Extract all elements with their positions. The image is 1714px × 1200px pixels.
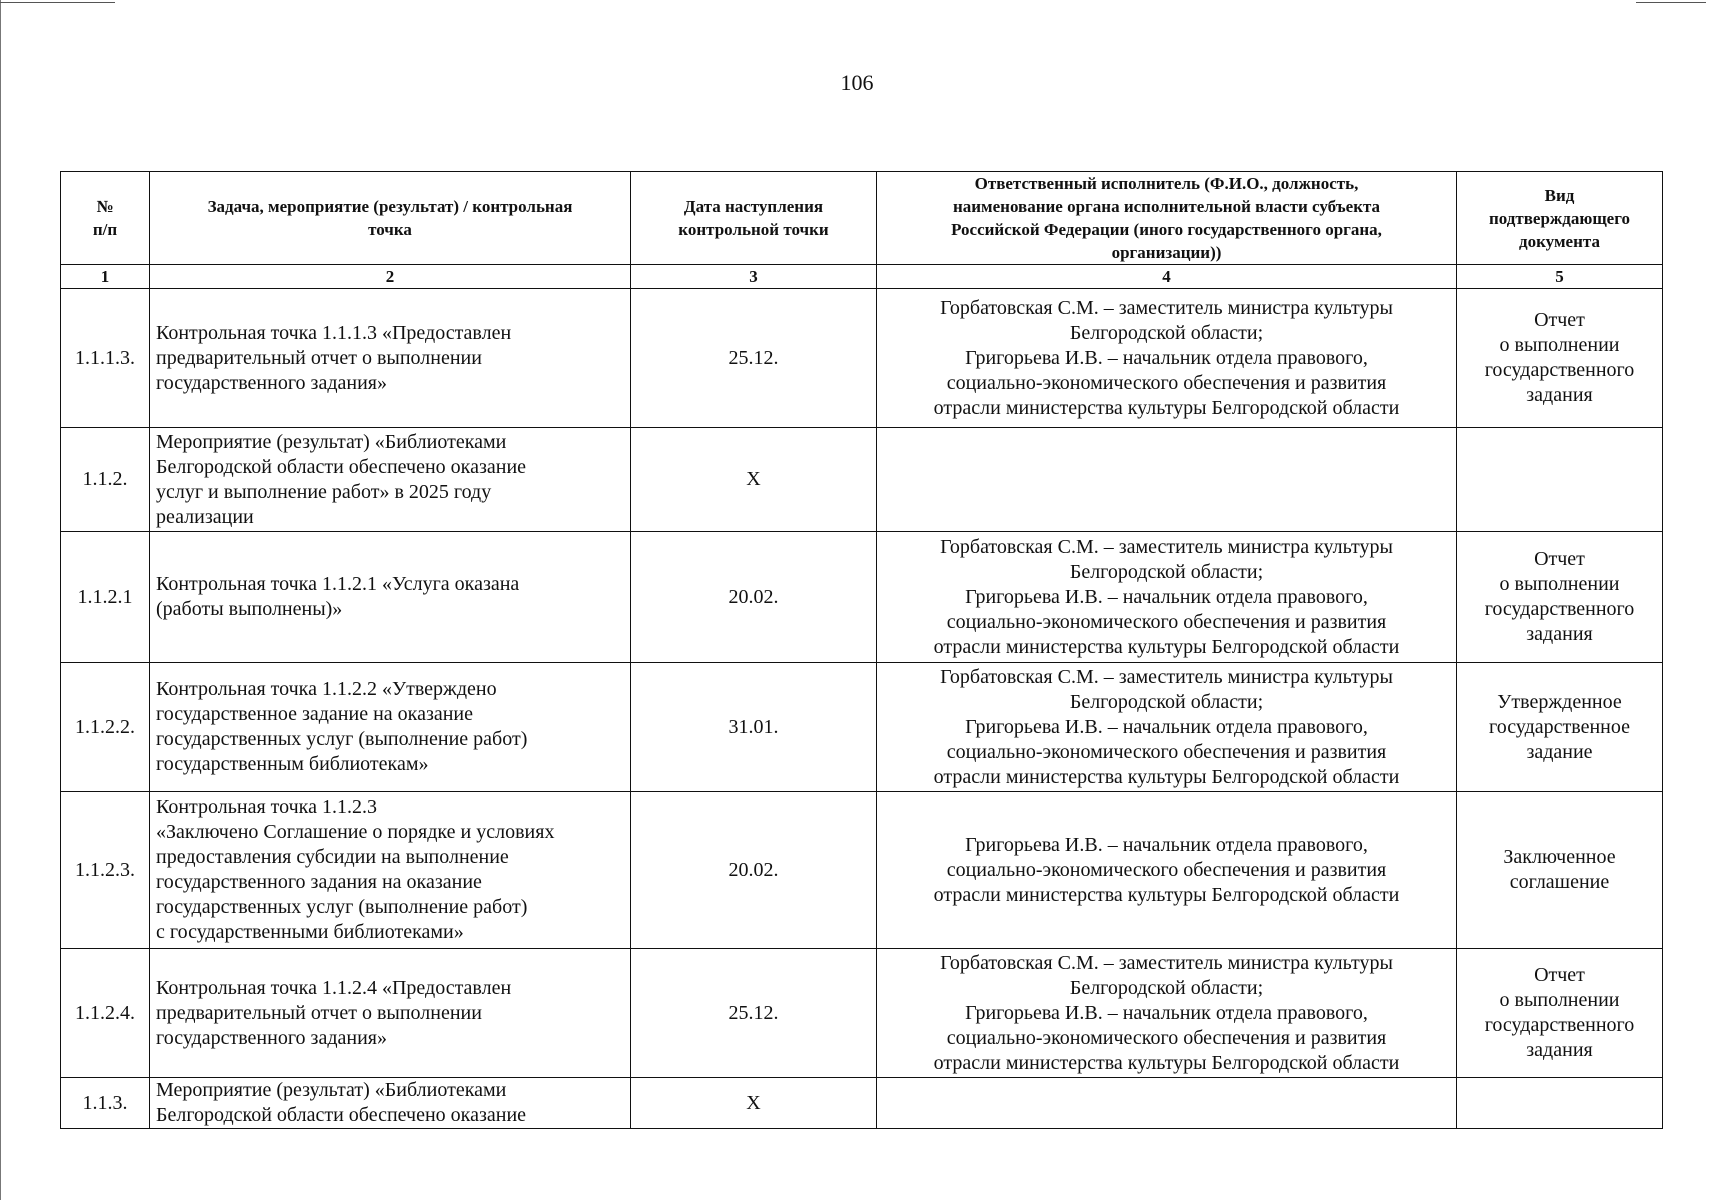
responsible-text-line: социально-экономического обеспечения и развития <box>946 610 1387 633</box>
document-text-line: о выполнении <box>1499 573 1620 595</box>
document-type-cell <box>1457 532 1663 663</box>
responsible-cell <box>877 428 1457 532</box>
task-text-line: (работы выполнены)» <box>156 598 343 620</box>
header-text-line: Ответственный исполнитель (Ф.И.О., должность, <box>974 174 1359 193</box>
task-text-line: предварительный отчет о выполнении <box>156 1001 482 1024</box>
header-cell <box>61 172 150 265</box>
control-date-cell: Х <box>631 1078 877 1129</box>
header-text-line: Вид <box>1544 185 1575 205</box>
responsible-text-line: отрасли министерства культуры Белгородской области <box>933 635 1400 658</box>
task-text-line: Белгородской области обеспечено оказание <box>156 455 527 478</box>
document-type-cell <box>1457 792 1663 949</box>
task-text-line: услуг и выполнение работ» в 2025 году <box>156 480 492 503</box>
task-text-line: государственного задания» <box>156 1026 387 1049</box>
header-cell <box>631 172 877 265</box>
document-type-cell <box>1457 949 1663 1078</box>
responsible-text-line: отрасли министерства культуры Белгородской области <box>933 883 1400 906</box>
document-text-line: Заключенное <box>1503 846 1616 868</box>
task-cell <box>150 663 631 792</box>
responsible-text-line: социально-экономического обеспечения и развития <box>946 371 1387 394</box>
document-text-line: о выполнении <box>1499 989 1620 1011</box>
responsible-text-line: Григорьева И.В. – начальник отдела правового, <box>965 585 1368 608</box>
document-text-line: Отчет <box>1534 964 1585 986</box>
task-text-line: с государственными библиотеками» <box>156 921 464 943</box>
table-body <box>61 289 1663 1129</box>
task-cell <box>150 792 631 949</box>
document-text-line: Отчет <box>1534 309 1585 331</box>
header-row <box>61 172 1663 265</box>
scan-line-right <box>1636 2 1706 3</box>
control-date-cell: 20.02. <box>631 532 877 663</box>
document-text-line: государственного <box>1484 1014 1635 1036</box>
document-type-cell <box>1457 428 1663 532</box>
document-text-line: задания <box>1526 623 1593 645</box>
responsible-text-line: отрасли министерства культуры Белгородской области <box>933 765 1400 788</box>
responsible-text-line: отрасли министерства культуры Белгородской области <box>933 396 1400 419</box>
responsible-cell <box>877 1078 1457 1129</box>
table-row <box>61 949 1663 1078</box>
task-text-line: государственное задание на оказание <box>156 703 474 725</box>
responsible-cell <box>877 949 1457 1078</box>
responsible-text-line: Горбатовская С.М. – заместитель министра культуры <box>940 296 1393 319</box>
task-text-line: государственных услуг (выполнение работ) <box>156 728 528 750</box>
task-text-line: Контрольная точка 1.1.2.2 «Утверждено <box>156 678 497 700</box>
task-text-line: «Заключено Соглашение о порядке и условиях <box>156 821 555 843</box>
column-number: 2 <box>150 265 631 289</box>
responsible-text-line: Белгородской области; <box>1069 560 1264 583</box>
task-text-line: реализации <box>156 505 254 528</box>
document-type-cell <box>1457 1078 1663 1129</box>
header-text-line: контрольной точки <box>678 220 829 239</box>
header-text-line: п/п <box>92 220 118 239</box>
document-text-line: государственного <box>1484 598 1635 620</box>
header-text-line: наименование органа исполнительной власти субъекта <box>952 197 1381 216</box>
document-text-line: задания <box>1526 1039 1593 1061</box>
task-text-line: государственным библиотекам» <box>156 753 429 775</box>
responsible-text-line: Белгородской области; <box>1069 321 1264 344</box>
row-number-cell: 1.1.2.3. <box>61 792 150 949</box>
table-row <box>61 792 1663 949</box>
task-text-line: государственных услуг (выполнение работ) <box>156 896 528 918</box>
table-row <box>61 663 1663 792</box>
task-cell <box>150 532 631 663</box>
task-text-line: предоставления субсидии на выполнение <box>156 846 509 868</box>
table-row <box>61 1078 1663 1129</box>
task-text-line: Мероприятие (результат) «Библиотеками <box>156 430 507 453</box>
header-cell <box>877 172 1457 265</box>
document-text-line: государственного <box>1484 359 1635 381</box>
task-cell <box>150 949 631 1078</box>
control-date-cell: 20.02. <box>631 792 877 949</box>
task-text-line: Контрольная точка 1.1.2.1 «Услуга оказана <box>156 573 520 595</box>
header-cell <box>150 172 631 265</box>
header-text-line: Задача, мероприятие (результат) / контрольная <box>207 197 573 216</box>
responsible-cell <box>877 792 1457 949</box>
scan-line-left <box>0 2 115 3</box>
document-type-cell <box>1457 663 1663 792</box>
header-text-line: точка <box>368 220 412 239</box>
table-row <box>61 289 1663 428</box>
responsible-text-line: Горбатовская С.М. – заместитель министра культуры <box>940 665 1393 688</box>
control-points-table <box>60 171 1663 1129</box>
responsible-text-line: социально-экономического обеспечения и развития <box>946 1026 1387 1049</box>
responsible-text-line: Белгородской области; <box>1069 690 1264 713</box>
column-number: 4 <box>877 265 1457 289</box>
task-text-line: Мероприятие (результат) «Библиотеками <box>156 1079 507 1101</box>
document-type-cell <box>1457 289 1663 428</box>
responsible-text-line: отрасли министерства культуры Белгородской области <box>933 1051 1400 1074</box>
control-date-cell: 25.12. <box>631 949 877 1078</box>
responsible-text-line: Григорьева И.В. – начальник отдела правового, <box>965 715 1368 738</box>
header-text-line: документа <box>1519 231 1600 251</box>
task-text-line: предварительный отчет о выполнении <box>156 346 482 369</box>
responsible-cell <box>877 663 1457 792</box>
responsible-cell <box>877 532 1457 663</box>
responsible-text-line: Григорьева И.В. – начальник отдела правового, <box>965 346 1368 369</box>
task-text-line: Контрольная точка 1.1.2.3 <box>156 796 377 818</box>
responsible-text-line: Григорьева И.В. – начальник отдела правового, <box>965 833 1368 856</box>
row-number-cell: 1.1.2. <box>61 428 150 532</box>
task-text-line: Белгородской области обеспечено оказание <box>156 1104 527 1126</box>
header-text-line: Дата наступления <box>683 197 824 216</box>
page-number: 106 <box>840 70 874 95</box>
responsible-text-line: Белгородской области; <box>1069 976 1264 999</box>
task-cell <box>150 428 631 532</box>
row-number-cell: 1.1.2.2. <box>61 663 150 792</box>
column-number-row <box>61 265 1663 289</box>
document-text-line: Отчет <box>1534 548 1585 570</box>
task-text-line: Контрольная точка 1.1.1.3 «Предоставлен <box>156 321 512 344</box>
responsible-text-line: Горбатовская С.М. – заместитель министра культуры <box>940 535 1393 558</box>
control-date-cell: 31.01. <box>631 663 877 792</box>
row-number-cell: 1.1.2.4. <box>61 949 150 1078</box>
column-number: 1 <box>61 265 150 289</box>
document-text-line: задания <box>1526 384 1593 406</box>
document-text-line: Утвержденное <box>1497 690 1622 713</box>
row-number-cell: 1.1.3. <box>61 1078 150 1129</box>
header-text-line: Российской Федерации (иного государственного органа, <box>951 220 1382 239</box>
header-text-line: № <box>96 197 114 216</box>
row-number-cell: 1.1.1.3. <box>61 289 150 428</box>
task-text-line: государственного задания» <box>156 371 387 394</box>
header-text-line: организации)) <box>1111 243 1222 262</box>
column-number: 5 <box>1457 265 1663 289</box>
responsible-text-line: социально-экономического обеспечения и развития <box>946 858 1387 881</box>
document-text-line: соглашение <box>1509 871 1610 893</box>
responsible-text-line: социально-экономического обеспечения и развития <box>946 740 1387 763</box>
control-date-cell: 25.12. <box>631 289 877 428</box>
header-text-line: подтверждающего <box>1488 208 1631 228</box>
table-row <box>61 428 1663 532</box>
header-cell <box>1457 172 1663 265</box>
document-text-line: о выполнении <box>1499 334 1620 356</box>
task-text-line: государственного задания на оказание <box>156 871 482 893</box>
table-row <box>61 532 1663 663</box>
task-cell <box>150 289 631 428</box>
responsible-cell <box>877 289 1457 428</box>
responsible-text-line: Григорьева И.В. – начальник отдела правового, <box>965 1001 1368 1024</box>
task-text-line: Контрольная точка 1.1.2.4 «Предоставлен <box>156 976 512 999</box>
scan-edge <box>0 0 1 1200</box>
row-number-cell: 1.1.2.1 <box>61 532 150 663</box>
control-date-cell: Х <box>631 428 877 532</box>
responsible-text-line: Горбатовская С.М. – заместитель министра культуры <box>940 951 1393 974</box>
task-cell <box>150 1078 631 1129</box>
document-text-line: государственное <box>1489 715 1630 738</box>
column-number: 3 <box>631 265 877 289</box>
document-text-line: задание <box>1526 740 1593 763</box>
